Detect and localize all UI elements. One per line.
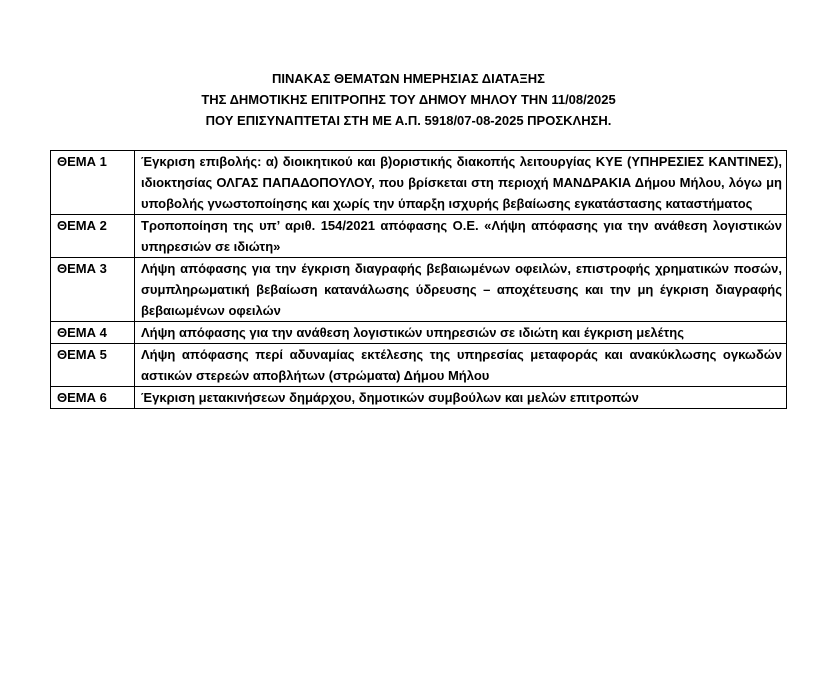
header-line-1: ΠΙΝΑΚΑΣ ΘΕΜΑΤΩΝ ΗΜΕΡΗΣΙΑΣ ΔΙΑΤΑΞΗΣ bbox=[272, 71, 545, 86]
topic-number: ΘΕΜΑ 1 bbox=[51, 151, 135, 215]
header-line-2: ΤΗΣ ΔΗΜΟΤΙΚΗΣ ΕΠΙΤΡΟΠΗΣ ΤΟΥ ΔΗΜΟΥ ΜΗΛΟΥ ΤΗΝ 11/08/2025 bbox=[201, 92, 616, 107]
table-row bbox=[51, 387, 787, 409]
topic-description: Λήψη απόφασης περί αδυναμίας εκτέλεσης της υπηρεσίας μεταφοράς και ανακύκλωσης ογκωδών αστικών στερεών αποβλήτων (στρώματα) Δήμου Μήλου bbox=[135, 344, 787, 387]
header-line-3: ΠΟΥ ΕΠΙΣΥΝΑΠΤΕΤΑΙ ΣΤΗ ΜΕ Α.Π. 5918/07-08-2025 ΠΡΟΣΚΛΗΣΗ. bbox=[205, 113, 612, 128]
topic-number: ΘΕΜΑ 4 bbox=[51, 322, 135, 344]
topic-number: ΘΕΜΑ 2 bbox=[51, 215, 135, 258]
topic-number: ΘΕΜΑ 5 bbox=[51, 344, 135, 387]
table-row bbox=[51, 344, 787, 387]
topic-number: ΘΕΜΑ 3 bbox=[51, 258, 135, 322]
topic-description: Λήψη απόφασης για την ανάθεση λογιστικών υπηρεσιών σε ιδιώτη και έγκριση μελέτης bbox=[135, 322, 787, 344]
topic-number: ΘΕΜΑ 6 bbox=[51, 387, 135, 409]
topic-description: Τροποποίηση της υπ’ αριθ. 154/2021 απόφασης Ο.Ε. «Λήψη απόφασης για την ανάθεση λογιστικών υπηρεσιών σε ιδιώτη» bbox=[135, 215, 787, 258]
topic-description: Έγκριση επιβολής: α) διοικητικού και β)οριστικής διακοπής λειτουργίας ΚΥΕ (ΥΠΗΡΕΣΙΕΣ ΚΑΝΤΙΝΕΣ), ιδιοκτησίας ΟΛΓΑΣ ΠΑΠΑΔΟΠΟΥΛΟΥ, που βρίσκεται στη περιοχή ΜΑΝΔΡΑΚΙΑ Δήμου Μήλου, λόγω μη υποβολής γνωστοποίησης και χωρίς την ύπαρξη ισχυρής βεβαίωσης εγκατάστασης καταστήματος bbox=[135, 151, 787, 215]
topic-description: Έγκριση μετακινήσεων δημάρχου, δημοτικών συμβούλων και μελών επιτροπών bbox=[135, 387, 787, 409]
document-header bbox=[0, 68, 817, 131]
table-row bbox=[51, 258, 787, 322]
table-row bbox=[51, 151, 787, 215]
agenda-table bbox=[50, 150, 787, 409]
table-row bbox=[51, 215, 787, 258]
table-row bbox=[51, 322, 787, 344]
topic-description: Λήψη απόφασης για την έγκριση διαγραφής βεβαιωμένων οφειλών, επιστροφής χρηματικών ποσών, συμπληρωματική βεβαίωση κατανάλωσης ύδρευσης – αποχέτευσης και την μη έγκριση διαγραφής βεβαιωμένων οφειλών bbox=[135, 258, 787, 322]
